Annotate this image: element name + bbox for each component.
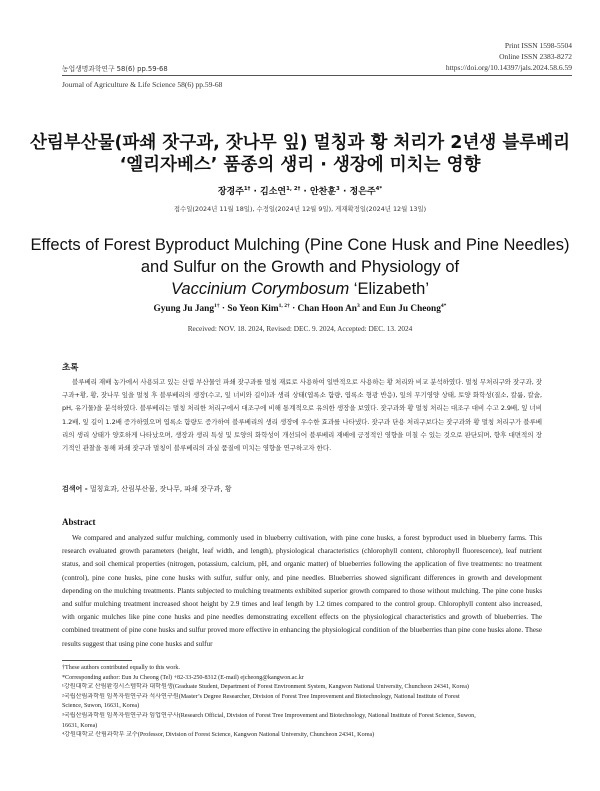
abstract-en-text: We compared and analyzed sulfur mulching, commonly used in blueberry cultivation, with pine cone husks, a forest byproduct used in blueberry farms. This research evaluated growth parameters (height, leaf width, and length), physiological characteristics (chlorophyll content, chlorophyll fluorescence), leaf nutrient status, and soil chemical properties (nitrogen, potassium, calcium, pH, and organic matter) of blueberries following the application of five treatments: no treatment (control), pine cone husks, pine cone husks with sulfur, sulfur only, and pine needles. Blueberries showed significant differences in growth and development depending on the mulching treatments. Plants subjected to mulching treatments exhibited superior growth compared to those without mulching. The pine cone husks and sulfur mulching treatment increased shoot height by 2.9 times and leaf length by 1.2 times compared to the control group. Chlorophyll content also increased, with organic mulches like pine cone husks and pine needles demonstrating excellent effects on the physiological characteristics and growth of blueberries. The combined treatment of pine cone husks and sulfur proved more effective in enhancing the physiological condition of the blueberries than pine cone husks alone. These results suggest that using pine cone husks and sulfur: [62, 534, 542, 648]
author-ko-3: 안찬훈: [309, 187, 337, 197]
author-ko-4: 정은주: [349, 187, 376, 197]
footnote-affiliation-3: ³국립산림과학원 임목자원연구과 임업연구사(Research Official, Division of Forest Tree Improvement and Biotechnology, National Institute of Forest Science, Suwon,: [62, 712, 476, 719]
abstract-ko-heading: 초록: [62, 363, 79, 373]
author-en-3: Chan Hoon An: [297, 304, 357, 314]
keywords-ko: [62, 484, 232, 494]
online-issn: Online ISSN 2383-8272: [499, 52, 572, 61]
title-en-line3: Vaccinium Corymbosum ‘Elizabeth’: [171, 280, 429, 298]
dates-ko: 접수일(2024년 11월 18일), 수정일(2024년 12월 9일), 게재확정일(2024년 12월 13일): [173, 205, 427, 213]
footnote-equal-contribution: †These authors contributed equally to this work.: [62, 665, 180, 671]
dates-en: Received: NOV. 18. 2024, Revised: DEC. 9. 2024, Accepted: DEC. 13. 2024: [187, 324, 413, 333]
author-ko-2: 김소연: [260, 187, 287, 197]
footnotes: [62, 664, 552, 741]
authors-ko: 장경주$^{1\dagger}$ · 김소연$^{1, 2\dagger}$ · 안찬훈$^3$ · 정은주$^{4*}$: [217, 186, 383, 197]
title-en-line2: and Sulfur on the Growth and Physiology of: [140, 258, 460, 276]
author-en-1: Gyung Ju Jang: [153, 304, 214, 314]
abstract-en-heading: Abstract: [62, 517, 96, 527]
abstract-ko-text: 블루베리 재배 농가에서 사용되고 있는 산림 부산물인 파쇄 잣구과를 멀칭 재료로 사용하여 일반적으로 사용하는 황 처리와 비교 분석하였다. 멀칭 무처리구와 잣구과, 잣구과+황, 황, 잣나무 잎을 멀칭 후 블루베리의 생장(수고, 잎 너비와 길이)과 생리 상태(엽록소 함량, 엽록소 형광 반응), 잎의 무기영양 상태, 토양 화학성(질소, 칼륨, 칼슘, pH, 유기물)을 분석하였다. 블루베리는 멀칭 처리한 처리구에서 대조구에 비해 통계적으로 유의한 생장을 보였다. 잣구과와 황 멀칭 처리는 대조구 대비 수고 2.9배, 잎 너비 1.2배, 잎 길이 1.2배 증가하였으며 엽록소 함량도 증가하여 블루베리의 생리 생장에 우수한 효과를 나타냈다. 잣구과 단용 처리구보다는 잣구과와 황 멀칭 처리구가 블루베리의 생리 상태가 양호하게 나타났으며, 생장과 생리 특성 및 토양의 화학성이 개선되어 블루베리 재배에 긍정적인 영향을 미칠 수 있는 것으로 판단되며, 향후 대면적의 장기적인 관찰을 통해 파쇄 잣구과 멀칭이 블루베리의 과실 품질에 미치는 영향을 연구하고자 한다.: [62, 378, 542, 453]
author-en-2: So Yeon Kim: [227, 304, 279, 314]
journal-name-ko: 농업생명과학연구 58(6) pp.59-68: [62, 65, 168, 73]
footnote-affiliation-4: ⁴강원대학교 산림과학부 교수(Professor, Division of Forest Science, Kangwon National University, Chuncheon 24341, Korea): [62, 732, 375, 739]
species-name: Vaccinium Corymbosum: [171, 280, 350, 298]
footnote-affiliation-3-cont: 16631, Korea): [62, 722, 98, 729]
doi-link[interactable]: https://doi.org/10.14397/jals.2024.58.6.59: [445, 63, 572, 72]
journal-name-en: Journal of Agriculture & Life Science 58(6) pp.59-68: [62, 80, 223, 89]
footnote-affiliation-1: ¹강원대학교 산림환경시스템학과 대학원생(Graduate Student, Department of Forest Environment System, Kangwon National University, Chuncheon 24341, Korea): [62, 684, 469, 691]
author-en-4: Eun Ju Cheong: [379, 304, 441, 314]
author-ko-1: 장경주: [217, 187, 244, 197]
footnote-affiliation-2-cont: Science, Suwon, 16631, Korea): [62, 703, 140, 710]
footnote-corresponding-author: *Corresponding author: Eun Ju Cheong (Tel) +82-33-250-8312 (E-mail) ejcheong@kangwon.ac.kr: [62, 674, 304, 681]
header-rule: [62, 75, 572, 76]
title-ko-line1: 산림부산물(파쇄 잣구과, 잣나무 잎) 멀칭과 황 처리가 2년생 블루베리: [30, 133, 570, 153]
keywords-list: 멀칭효과, 산림부산물, 잣나무, 파쇄 잣구과, 황: [87, 485, 232, 493]
authors-en: Gyung Ju Jang$^{1\dagger}$ · So Yeon Kim$^{1, 2\dagger}$ · Chan Hoon An$^3$ and Eun Ju Cheong$^{4*}$: [153, 302, 447, 314]
keywords-label: 검색어 -: [62, 485, 88, 493]
footnote-rule: [62, 660, 132, 661]
title-en-line1: Effects of Forest Byproduct Mulching (Pine Cone Husk and Pine Needles): [30, 236, 570, 254]
print-issn: Print ISSN 1598-5504: [504, 41, 572, 50]
title-ko-line2: ‘엘리자베스’ 품종의 생리 · 생장에 미치는 영향: [119, 155, 481, 175]
footnote-affiliation-2: ²국립산림과학원 임목자원연구과 석사연구원(Master’s Degree Researcher, Division of Forest Tree Improvement and Biotechnology, National Institute of Forest: [62, 693, 460, 700]
